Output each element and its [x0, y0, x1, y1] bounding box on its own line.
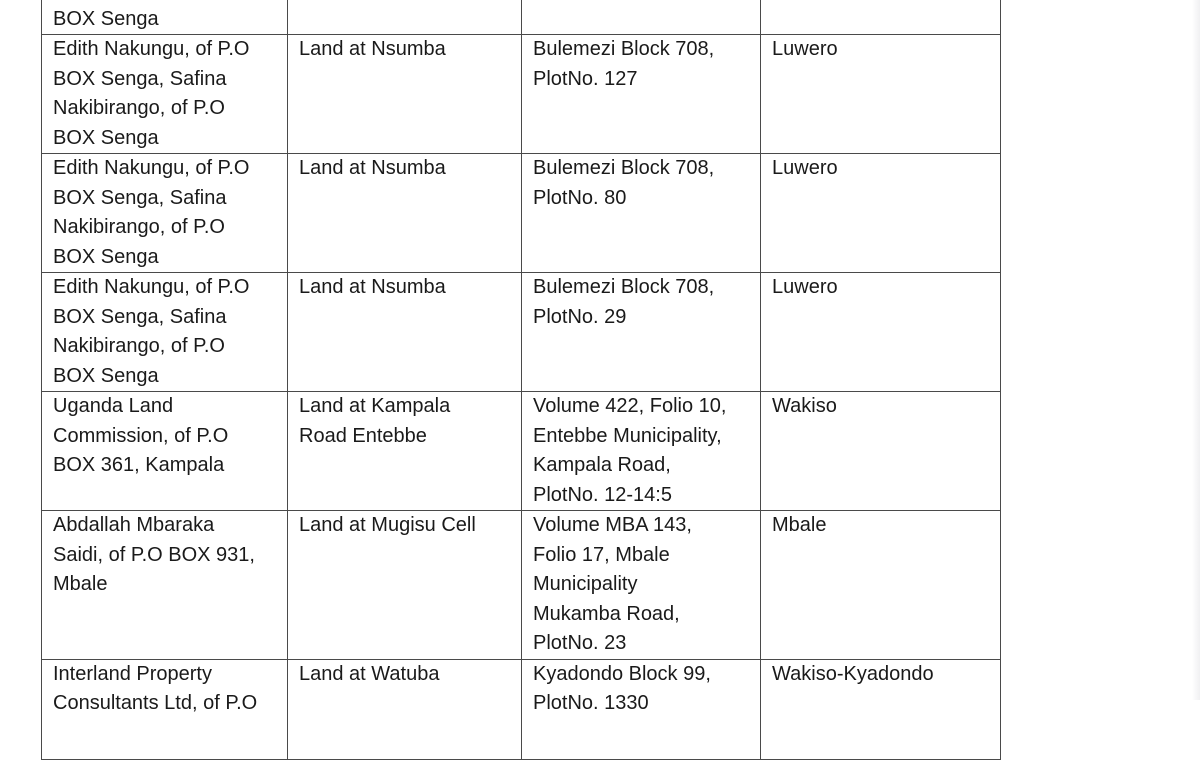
- district-cell: Luwero: [761, 273, 1001, 392]
- owner-cell: Uganda Land Commission, of P.O BOX 361, Kampala: [42, 392, 288, 511]
- table-row: [42, 392, 1001, 511]
- table-row: [42, 0, 1001, 35]
- reference-cell: Volume MBA 143, Folio 17, Mbale Municipality Mukamba Road, PlotNo. 23: [522, 511, 761, 660]
- reference-cell: Bulemezi Block 708, PlotNo. 80: [522, 154, 761, 273]
- owner-cell: Edith Nakungu, of P.O BOX Senga, Safina Nakibirango, of P.O BOX Senga: [42, 273, 288, 392]
- reference-cell: [522, 0, 761, 35]
- owner-cell: Abdallah Mbaraka Saidi, of P.O BOX 931, Mbale: [42, 511, 288, 660]
- owner-cell: BOX Senga: [42, 0, 288, 35]
- reference-cell: Bulemezi Block 708, PlotNo. 127: [522, 35, 761, 154]
- description-cell: Land at Nsumba: [288, 35, 522, 154]
- district-cell: Luwero: [761, 35, 1001, 154]
- owner-cell: Edith Nakungu, of P.O BOX Senga, Safina Nakibirango, of P.O BOX Senga: [42, 35, 288, 154]
- description-cell: Land at Nsumba: [288, 154, 522, 273]
- reference-cell: Bulemezi Block 708, PlotNo. 29: [522, 273, 761, 392]
- district-cell: Wakiso: [761, 392, 1001, 511]
- description-cell: [288, 0, 522, 35]
- table-row: [42, 273, 1001, 392]
- district-cell: Mbale: [761, 511, 1001, 660]
- table-row: [42, 154, 1001, 273]
- page-edge-shadow: [1192, 0, 1200, 700]
- owner-cell: Interland Property Consultants Ltd, of P.O: [42, 659, 288, 759]
- description-cell: Land at Mugisu Cell: [288, 511, 522, 660]
- district-cell: Wakiso-Kyadondo: [761, 659, 1001, 759]
- description-cell: Land at Kampala Road Entebbe: [288, 392, 522, 511]
- description-cell: Land at Watuba: [288, 659, 522, 759]
- district-cell: Luwero: [761, 154, 1001, 273]
- district-cell: [761, 0, 1001, 35]
- table-row: [42, 35, 1001, 154]
- reference-cell: Volume 422, Folio 10, Entebbe Municipality, Kampala Road, PlotNo. 12-14:5: [522, 392, 761, 511]
- land-registry-table: [41, 0, 1001, 760]
- description-cell: Land at Nsumba: [288, 273, 522, 392]
- reference-cell: Kyadondo Block 99, PlotNo. 1330: [522, 659, 761, 759]
- table-row: [42, 511, 1001, 660]
- owner-cell: Edith Nakungu, of P.O BOX Senga, Safina Nakibirango, of P.O BOX Senga: [42, 154, 288, 273]
- table-row: [42, 659, 1001, 759]
